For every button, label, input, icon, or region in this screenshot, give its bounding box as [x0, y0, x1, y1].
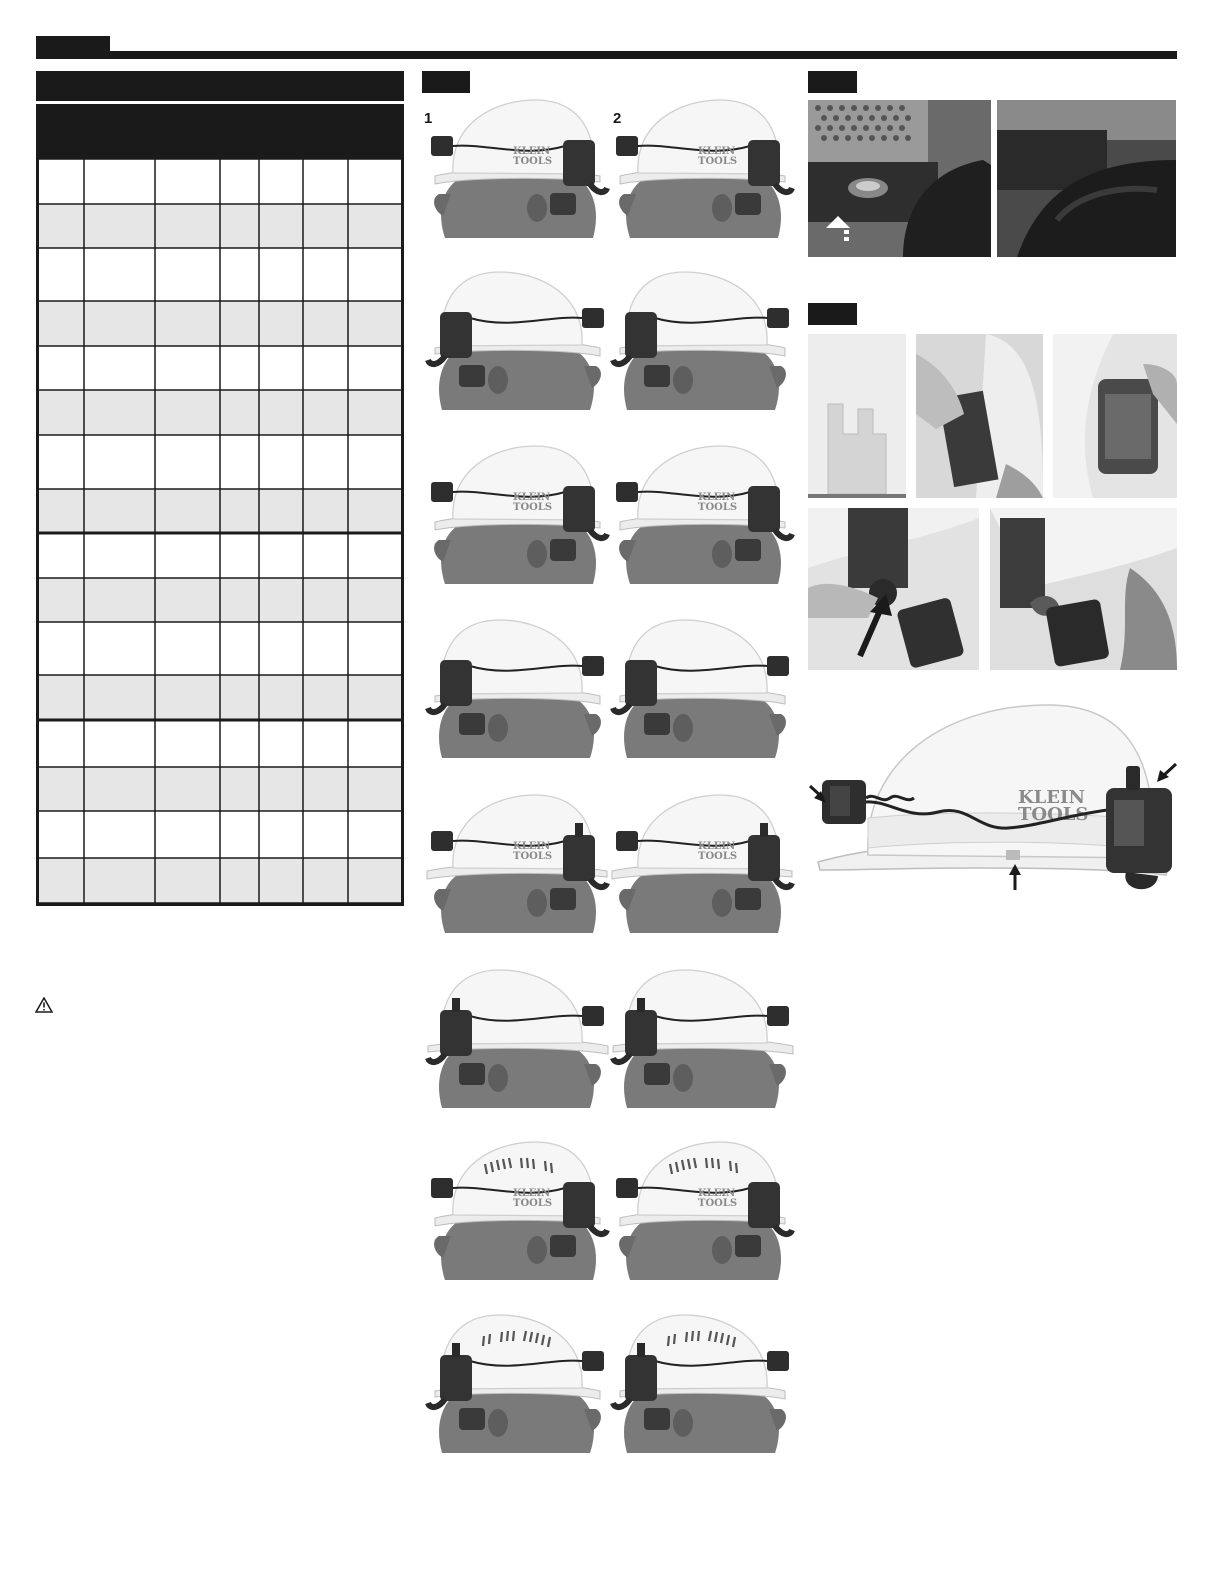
photo-cable-secured: [990, 508, 1177, 670]
table-grid: [39, 107, 401, 903]
photo-cable-routing: [808, 508, 979, 670]
photo-clip-mount: [808, 334, 906, 498]
figure-number-1: 1: [424, 110, 433, 127]
figure-label-right-mid: [808, 303, 857, 325]
warning-icon: [35, 997, 53, 1013]
photo-button-hold: [997, 100, 1176, 257]
helmet-logo-line1: KLEIN: [1018, 787, 1085, 808]
photo-button-press: [808, 100, 991, 257]
helmet-logo-line2: TOOLS: [513, 1198, 553, 1209]
figure-number-2: 2: [613, 110, 622, 127]
helmet-logo-line2: TOOLS: [698, 1198, 738, 1209]
helmet-logo-line2: TOOLS: [513, 156, 553, 167]
helmet-logo-line1: KLEIN: [513, 492, 551, 503]
helmet-logo-line1: KLEIN: [698, 841, 736, 852]
helmet-logo-line2: TOOLS: [698, 502, 738, 513]
helmet-logo-line1: KLEIN: [513, 146, 551, 157]
table-title-bar: [36, 71, 404, 101]
helmet-fitting-figure: [425, 1313, 610, 1453]
helmet-logo-line2: TOOLS: [698, 851, 738, 862]
helmet-logo-line1: KLEIN: [513, 841, 551, 852]
helmet-fitting-figure: [425, 444, 610, 584]
helmet-fitting-figure: [425, 968, 610, 1108]
helmet-fitting-figure: [610, 444, 795, 584]
helmet-logo-line2: TOOLS: [698, 156, 738, 167]
helmet-logo-line1: KLEIN: [513, 1188, 551, 1199]
figure-label-middle: [422, 71, 470, 93]
helmet-fitting-figure: [425, 793, 610, 933]
helmet-logo-line2: TOOLS: [1018, 804, 1089, 825]
helmet-logo-line1: KLEIN: [698, 1188, 736, 1199]
helmet-fitting-figure: [610, 618, 795, 758]
header-rule: [36, 51, 1177, 59]
photo-clip-attached: [1053, 334, 1177, 498]
helmet-fitting-figure: [610, 1140, 795, 1280]
figure-label-right-top: [808, 71, 857, 93]
helmet-fitting-figure: [610, 270, 795, 410]
photo-clip-insert: [916, 334, 1043, 498]
assembled-helmet-diagram: [808, 700, 1178, 900]
helmet-fitting-figure: [610, 793, 795, 933]
helmet-fitting-figure: [425, 618, 610, 758]
helmet-fitting-figure: [610, 1313, 795, 1453]
specifications-table: [36, 104, 404, 906]
helmet-fitting-figure: [610, 98, 795, 238]
helmet-fitting-figure: [425, 1140, 610, 1280]
helmet-fitting-figure: [610, 968, 795, 1108]
helmet-logo-line1: KLEIN: [698, 492, 736, 503]
helmet-fitting-figure: [425, 98, 610, 238]
helmet-logo-line2: TOOLS: [513, 502, 553, 513]
helmet-fitting-figure: [425, 270, 610, 410]
helmet-logo-line2: TOOLS: [513, 851, 553, 862]
helmet-logo-line1: KLEIN: [698, 146, 736, 157]
